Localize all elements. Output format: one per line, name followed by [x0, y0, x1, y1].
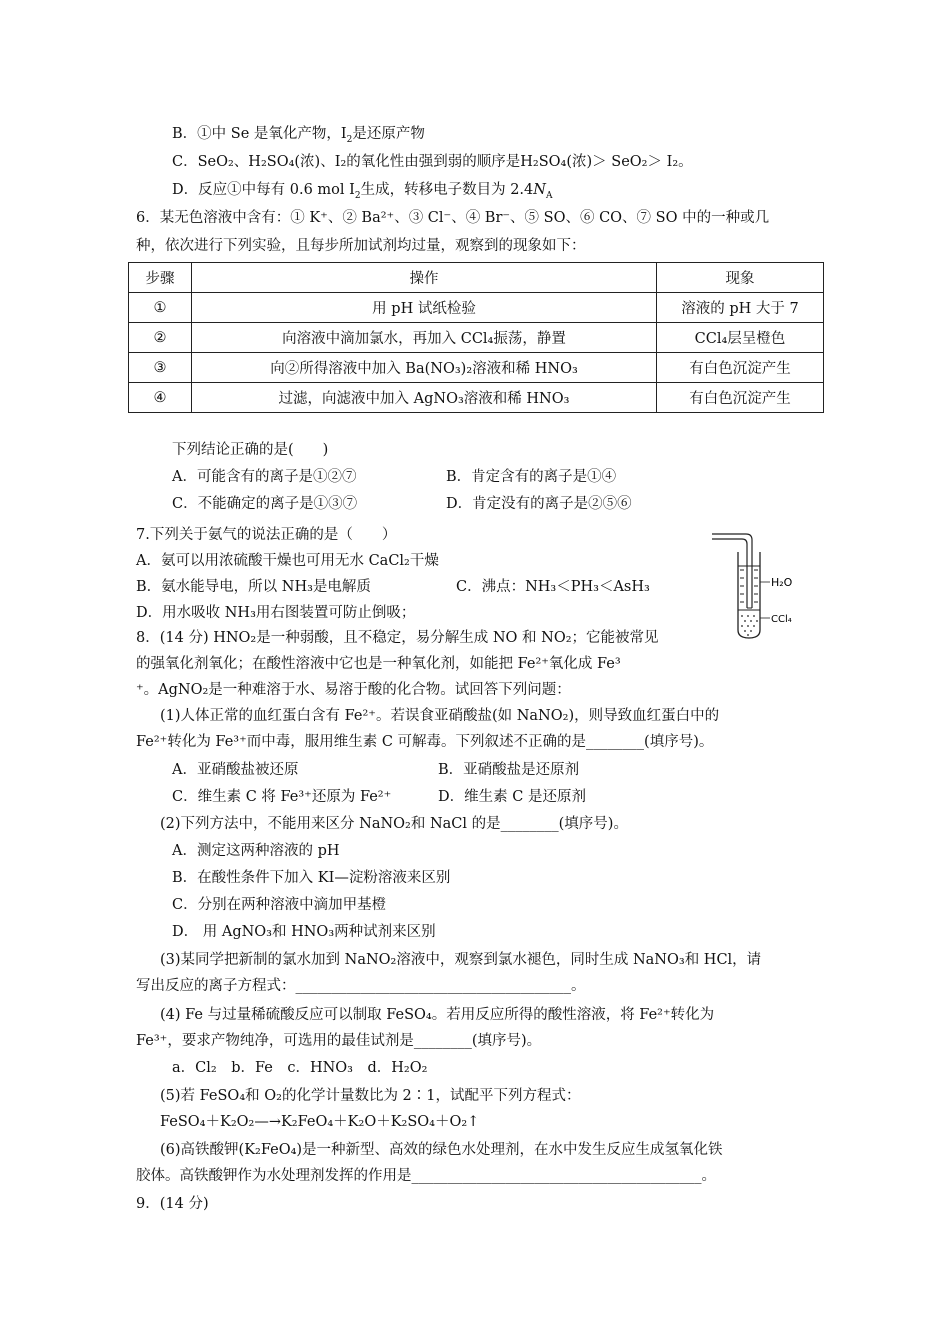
q9-stem: 9．(14 分)	[136, 1196, 209, 1212]
phenomenon-cell: 有白色沉淀产生	[657, 353, 824, 383]
table-row	[129, 293, 824, 323]
q7-option-a: A．氨可以用浓硫酸干燥也可用无水 CaCl₂干燥	[136, 553, 439, 569]
header-phenomenon: 现象	[657, 263, 824, 293]
q6-option-d: D．肯定没有的离子是②⑤⑥	[446, 496, 632, 512]
step-cell: ④	[129, 383, 192, 413]
step-cell: ③	[129, 353, 192, 383]
phenomenon-cell: 溶液的 pH 大于 7	[657, 293, 824, 323]
operation-cell: 向②所得溶液中加入 Ba(NO₃)₂溶液和稀 HNO₃	[192, 353, 657, 383]
q8-part2-option-c: C．分别在两种溶液中滴加甲基橙	[172, 897, 387, 913]
q8-part1-line2: Fe²⁺转化为 Fe³⁺而中毒，服用维生素 C 可解毒。下列叙述不正确的是________(填序号)。	[136, 734, 714, 750]
header-step: 步骤	[129, 263, 192, 293]
operation-cell: 用 pH 试纸检验	[192, 293, 657, 323]
operation-cell: 向溶液中滴加氯水，再加入 CCl₄振荡，静置	[192, 323, 657, 353]
q8-part2-option-d: D． 用 AgNO₃和 HNO₃两种试剂来区别	[172, 924, 436, 940]
q7-option-c: C．沸点：NH₃＜PH₃＜AsH₃	[456, 579, 650, 595]
q8-part5-line1: (5)若 FeSO₄和 O₂的化学计量数比为 2∶1，试配平下列方程式：	[160, 1088, 581, 1104]
q8-part2-option-b: B．在酸性条件下加入 KI—淀粉溶液来区别	[172, 870, 451, 886]
q8-part4-line2: Fe³⁺，要求产物纯净，可选用的最佳试剂是________(填序号)。	[136, 1033, 542, 1049]
q8-part1-option-c: C．维生素 C 将 Fe³⁺还原为 Fe²⁺	[172, 789, 392, 805]
q8-part2: (2)下列方法中，不能用来区分 NaNO₂和 NaCl 的是________(填序号)。	[160, 816, 628, 832]
q5-option-d: D．反应①中每有 0.6 mol $I_2$生成，转移电子数目为 $2.4N_A$	[172, 182, 553, 201]
q8-part1-line1: (1)人体正常的血红蛋白含有 Fe²⁺。若误食亚硝酸盐(如 NaNO₂)，则导致血红蛋白中的	[160, 708, 720, 724]
anti-suckback-apparatus-diagram	[712, 530, 832, 645]
q6-stem-line1: 6．某无色溶液中含有：① K⁺、② Ba²⁺、③ Cl⁻、④ Br⁻、⑤ SO、⑥ CO、⑦ SO 中的一种或几	[136, 210, 770, 226]
phenomenon-cell: 有白色沉淀产生	[657, 383, 824, 413]
q7-option-d: D．用水吸收 NH₃用右图装置可防止倒吸；	[136, 605, 416, 621]
q6-option-b: B．肯定含有的离子是①④	[446, 469, 617, 485]
q8-part1-option-a: A．亚硝酸盐被还原	[172, 762, 299, 778]
q8-part4-options: a．Cl₂ b．Fe c．HNO₃ d．H₂O₂	[172, 1060, 428, 1076]
label-ccl4: CCl₄	[771, 614, 792, 625]
q7-stem: 7.下列关于氨气的说法正确的是（ ）	[136, 527, 397, 543]
q8-part4-line1: (4) Fe 与过量稀硫酸反应可以制取 FeSO₄。若用反应所得的酸性溶液，将 Fe²⁺转化为	[160, 1007, 715, 1023]
q8-part3-line2: 写出反应的离子方程式：______________________________________。	[136, 978, 586, 994]
operation-cell: 过滤，向滤液中加入 AgNO₃溶液和稀 HNO₃	[192, 383, 657, 413]
q8-stem-line2: 的强氧化剂氧化；在酸性溶液中它也是一种氧化剂，如能把 Fe²⁺氧化成 Fe³	[136, 656, 621, 672]
q5-option-c: C．SeO₂、H₂SO₄(浓)、I₂的氧化性由强到弱的顺序是H₂SO₄(浓)＞ SeO₂＞ I₂。	[172, 154, 693, 170]
table-row	[129, 383, 824, 413]
q8-part1-option-d: D．维生素 C 是还原剂	[438, 789, 586, 805]
q8-part6-line1: (6)高铁酸钾(K₂FeO₄)是一种新型、高效的绿色水处理剂，在水中发生反应生成氢氧化铁	[160, 1142, 723, 1158]
q8-part1-option-b: B．亚硝酸盐是还原剂	[438, 762, 580, 778]
q5-option-b: B．①中 Se 是氧化产物，$I_2$是还原产物	[172, 126, 425, 145]
table-row	[129, 353, 824, 383]
q8-part3-line1: (3)某同学把新制的氯水加到 NaNO₂溶液中，观察到氯水褪色，同时生成 NaNO₃和 HCl，请	[160, 952, 762, 968]
q6-question: 下列结论正确的是( )	[172, 442, 329, 458]
q6-option-a: A．可能含有的离子是①②⑦	[172, 469, 357, 485]
table-row	[129, 323, 824, 353]
q6-option-c: C．不能确定的离子是①③⑦	[172, 496, 358, 512]
header-operation: 操作	[192, 263, 657, 293]
q6-experiment-table	[128, 262, 824, 413]
q6-stem-line2: 种，依次进行下列实验，且每步所加试剂均过量，观察到的现象如下：	[136, 238, 586, 254]
label-water: H₂O	[771, 576, 793, 589]
table-header-row	[129, 263, 824, 293]
step-cell: ①	[129, 293, 192, 323]
q8-part2-option-a: A．测定这两种溶液的 pH	[172, 843, 340, 859]
q8-stem-line3: ⁺。AgNO₂是一种难溶于水、易溶于酸的化合物。试回答下列问题：	[136, 682, 571, 698]
q8-part6-line2: 胶体。高铁酸钾作为水处理剂发挥的作用是________________________________________。	[136, 1168, 716, 1184]
q8-stem-line1: 8．(14 分) HNO₂是一种弱酸，且不稳定，易分解生成 NO 和 NO₂；它能被常见	[136, 630, 659, 646]
q8-part5-equation: FeSO₄＋K₂O₂—→K₂FeO₄＋K₂O＋K₂SO₄＋O₂↑	[160, 1114, 480, 1130]
step-cell: ②	[129, 323, 192, 353]
phenomenon-cell: CCl₄层呈橙色	[657, 323, 824, 353]
q7-option-b: B．氨水能导电，所以 NH₃是电解质	[136, 579, 371, 595]
